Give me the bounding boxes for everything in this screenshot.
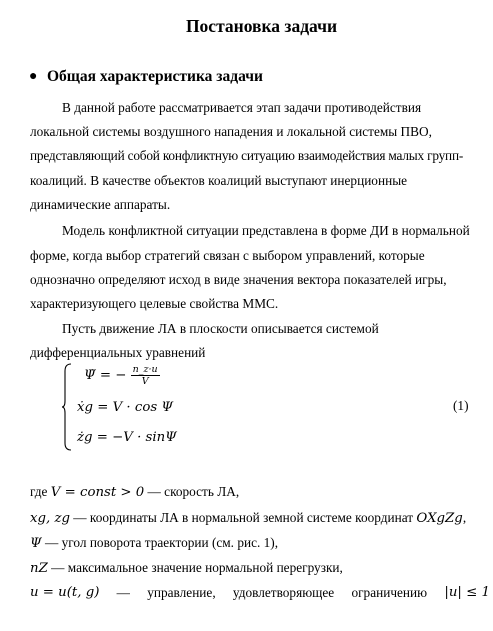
coordinates-text: — координаты ЛА в нормальной земной системе координат (69, 510, 417, 525)
constraint-math: |u| ≤ 1 (444, 585, 490, 600)
definition-angle (30, 535, 278, 551)
equation-fraction (131, 364, 160, 387)
page-title: Постановка задачи (185, 16, 338, 36)
section-heading (29, 68, 263, 86)
definition-control (30, 585, 490, 601)
section-heading-text: Общая характеристика задачи (47, 68, 263, 85)
definition-overload (30, 560, 343, 576)
overload-text: — максимальное значение нормальной перегрузки, (47, 560, 343, 575)
paragraph-3-line-1: Пусть движение ЛА в плоскости описывается системой (62, 321, 379, 336)
paragraph-1-line-5: динамические аппараты. (30, 197, 171, 212)
definition-prefix: где (30, 484, 51, 499)
control-word-2: удовлетворяющее (232, 585, 335, 600)
bullet-icon: ● (29, 69, 38, 84)
paragraph-1-line-1: В данной работе рассматривается этап задачи противодействия (62, 100, 422, 115)
equation-line-3: żg = −V · sinΨ (77, 430, 177, 445)
angle-text: — угол поворота траектории (см. рис. 1), (41, 535, 279, 550)
coordinate-system-math: OXgZg (416, 511, 463, 526)
velocity-math: V = const > 0 (50, 485, 145, 500)
overload-math: nZ (30, 561, 48, 576)
equation-line-1-lhs: Ψ̇ = − (84, 368, 127, 383)
paragraph-2-line-2: форме, когда выбор стратегий связан с выбором управлений, которые (30, 248, 425, 263)
paragraph-1-line-3: представляющий собой конфликтную ситуацию взаимодействия малых групп- (30, 148, 464, 163)
coordinates-math: xg, zg (30, 511, 70, 526)
control-dash: — (116, 585, 130, 600)
definition-velocity (30, 484, 239, 500)
velocity-text: — скорость ЛА, (144, 484, 240, 499)
paragraph-2-line-1: Модель конфликтной ситуации представлена в форме ДИ в нормальной (62, 223, 470, 238)
control-word-1: управление, (147, 585, 216, 600)
control-word-3: ограничению (351, 585, 428, 600)
equation-brace (62, 363, 72, 451)
paragraph-1-line-4: коалиций. В качестве объектов коалиций выступают инерционные (30, 173, 408, 188)
coordinates-comma: , (462, 510, 467, 525)
equation-line-1 (84, 364, 160, 387)
angle-math: Ψ (30, 536, 42, 551)
control-math: u = u(t, g) (30, 585, 100, 600)
equation-number: (1) (453, 398, 469, 413)
paragraph-2-line-4: характеризующего целевые свойства ММС. (30, 296, 279, 311)
fraction-numerator: n_z·u (132, 364, 158, 375)
paragraph-1-line-2: локальной системы воздушного нападения и локальной системы ПВО, (30, 124, 432, 139)
definition-coordinates (30, 510, 466, 526)
fraction-denominator: V (141, 376, 149, 387)
equation-line-2: ẋg = V · cos Ψ (77, 400, 174, 415)
paragraph-3-line-2: дифференциальных уравнений (30, 345, 206, 360)
paragraph-2-line-3: однозначно определяют исход в виде значения вектора показателей игры, (30, 272, 447, 287)
